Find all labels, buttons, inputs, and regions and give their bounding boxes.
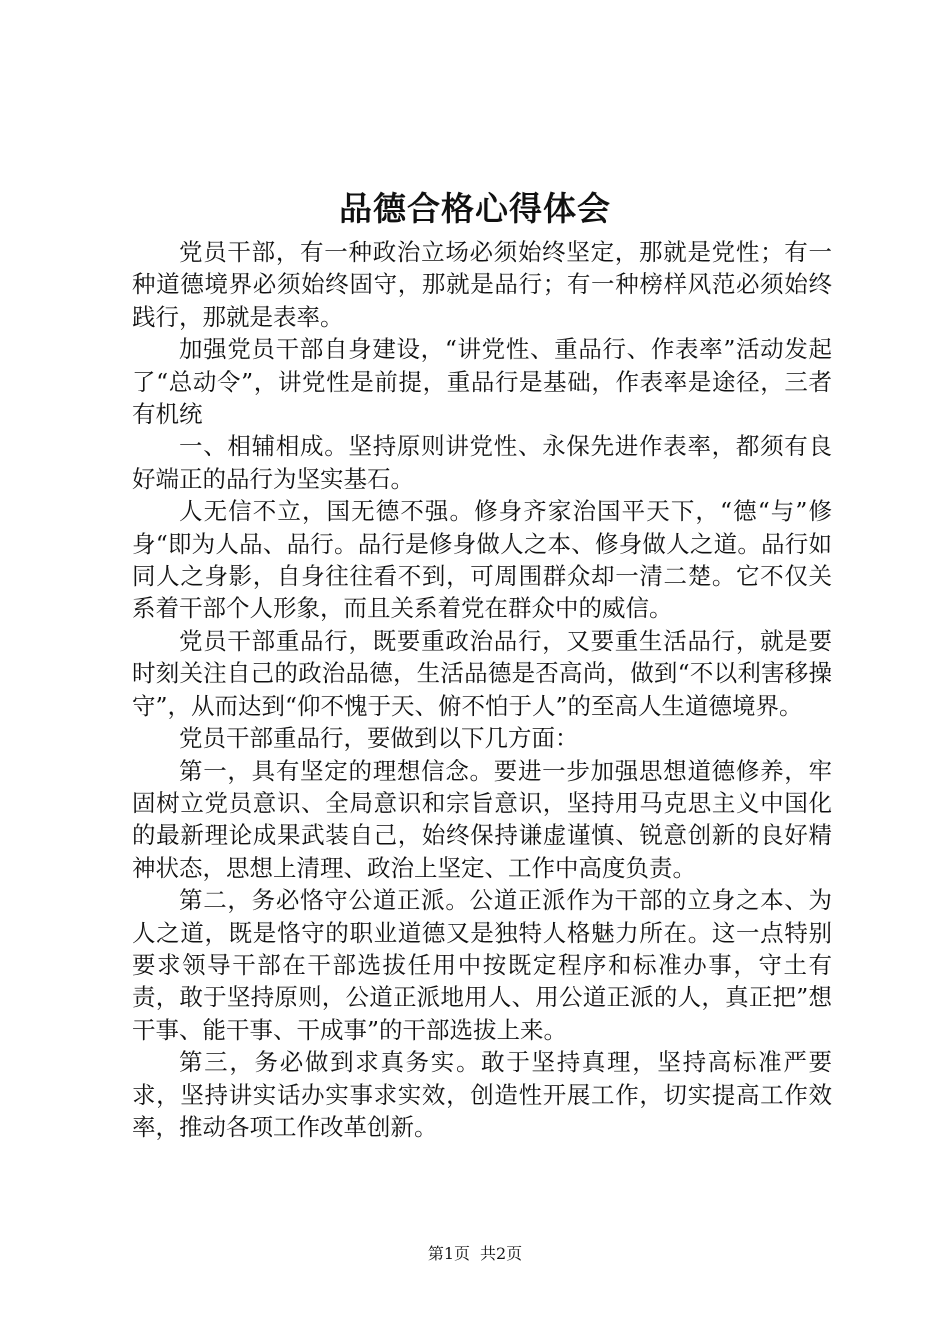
paragraph: 党员干部重品行，要做到以下几方面： [179, 724, 579, 753]
paragraph: 加强党员干部自身建设，“讲党性、重品行、作表率”活动发起了“总动令”，讲党性是前提，重品行是基础，作表率是途径，三者有机统 [132, 335, 832, 429]
page-number: 第1页 [427, 1244, 470, 1263]
paragraph: 人无信不立，国无德不强。修身齐家治国平天下，“德“与”修身“即为人品、品行。品行是修身做人之本、修身做人之道。品行如同人之身影，自身往往看不到，可周围群众却一清二楚。它不仅关系着干部个人形象，而且关系着党在群众中的威信。 [132, 497, 832, 623]
page-total: 共2页 [480, 1244, 523, 1263]
paragraph: 第一，具有坚定的理想信念。要进一步加强思想道德修养，牢固树立党员意识、全局意识和宗旨意识，坚持用马克思主义中国化的最新理论成果武装自己，始终保持谦虚谨慎、锐意创新的良好精神状态，思想上清理、政治上坚定、工作中高度负责。 [132, 756, 832, 882]
paragraph: 党员干部重品行，既要重政治品行，又要重生活品行，就是要时刻关注自己的政治品德，生活品德是否高尚，做到“不以利害移操守”，从而达到“仰不愧于天、俯不怕于人”的至高人生道德境界。 [132, 626, 832, 720]
page-footer [0, 1242, 950, 1266]
document-body [132, 236, 832, 1143]
document-title: 品德合格心得体会 [339, 189, 611, 228]
paragraph: 第三，务必做到求真务实。敢于坚持真理，坚持高标准严要求，坚持讲实话办实事求实效，创造性开展工作，切实提高工作效率，推动各项工作改革创新。 [132, 1048, 832, 1141]
paragraph: 党员干部，有一种政治立场必须始终坚定，那就是党性；有一种道德境界必须始终固守，那就是品行；有一种榜样风范必须始终践行，那就是表率。 [132, 238, 832, 331]
paragraph: 一、相辅相成。坚持原则讲党性、永保先进作表率，都须有良好端正的品行为坚实基石。 [132, 432, 832, 493]
paragraph: 第二，务必恪守公道正派。公道正派作为干部的立身之本、为人之道，既是恪守的职业道德又是独特人格魅力所在。这一点特别要求领导干部在干部选拔任用中按既定程序和标准办事，守土有责，敢于坚持原则，公道正派地用人、用公道正派的人，真正把”想干事、能干事、干成事”的干部选拔上来。 [132, 886, 832, 1044]
